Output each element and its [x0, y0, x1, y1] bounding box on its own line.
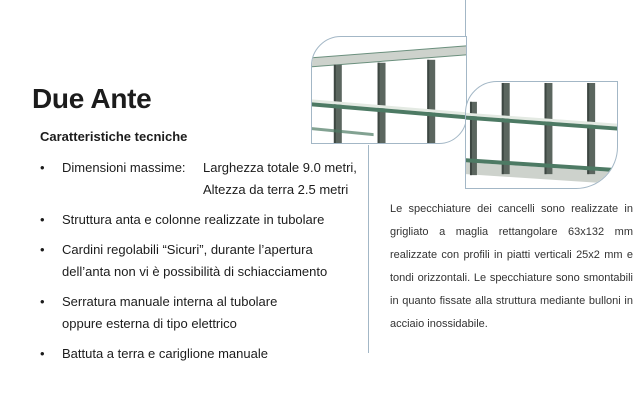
spec-item-hinges [40, 239, 375, 283]
bullet-dot: • [40, 160, 45, 175]
section-heading: Caratteristiche tecniche [40, 129, 188, 144]
spec-list [40, 157, 375, 373]
spec-item-lock [40, 291, 375, 335]
spec-text-line: dell’anta non vi è possibilità di schiacciamento [62, 264, 328, 279]
spec-item-dimensions [40, 157, 375, 201]
spec-text-line: Struttura anta e colonne realizzate in tubolare [62, 212, 325, 227]
spec-value-line: Altezza da terra 2.5 metri [203, 182, 349, 197]
section-divider-line [368, 145, 369, 353]
spec-label: Dimensioni massime: [62, 160, 186, 175]
gate-grating-illustration [312, 37, 466, 143]
bullet-dot: • [40, 242, 45, 257]
gate-grating-illustration [466, 82, 617, 188]
spec-item-stop [40, 343, 375, 365]
gate-grating-photo-1 [311, 36, 467, 144]
gate-grating-photo-2 [465, 81, 618, 189]
spec-text-line: Serratura manuale interna al tubolare [62, 294, 278, 309]
spec-text-line: Battuta a terra e cariglione manuale [62, 346, 268, 361]
spec-text-line: oppure esterna di tipo elettrico [62, 316, 237, 331]
spec-value-line: Larghezza totale 9.0 metri, [203, 160, 357, 175]
bullet-dot: • [40, 346, 45, 361]
page-title: Due Ante [32, 83, 152, 114]
bullet-dot: • [40, 294, 45, 309]
spec-item-structure [40, 209, 375, 231]
bullet-dot: • [40, 212, 45, 227]
description-paragraph: Le specchiature dei cancelli sono realizzate in grigliato a maglia rettangolare 63x132 mm realizzate con profili in piatti verticali 25x2 mm e tondi orizzontali. Le specchiature sono smontabili in quanto fissate alla struttura mediante bulloni in acciaio inossidabile. [390, 203, 633, 330]
spec-text-line: Cardini regolabili “Sicuri”, durante l’apertura [62, 242, 313, 257]
